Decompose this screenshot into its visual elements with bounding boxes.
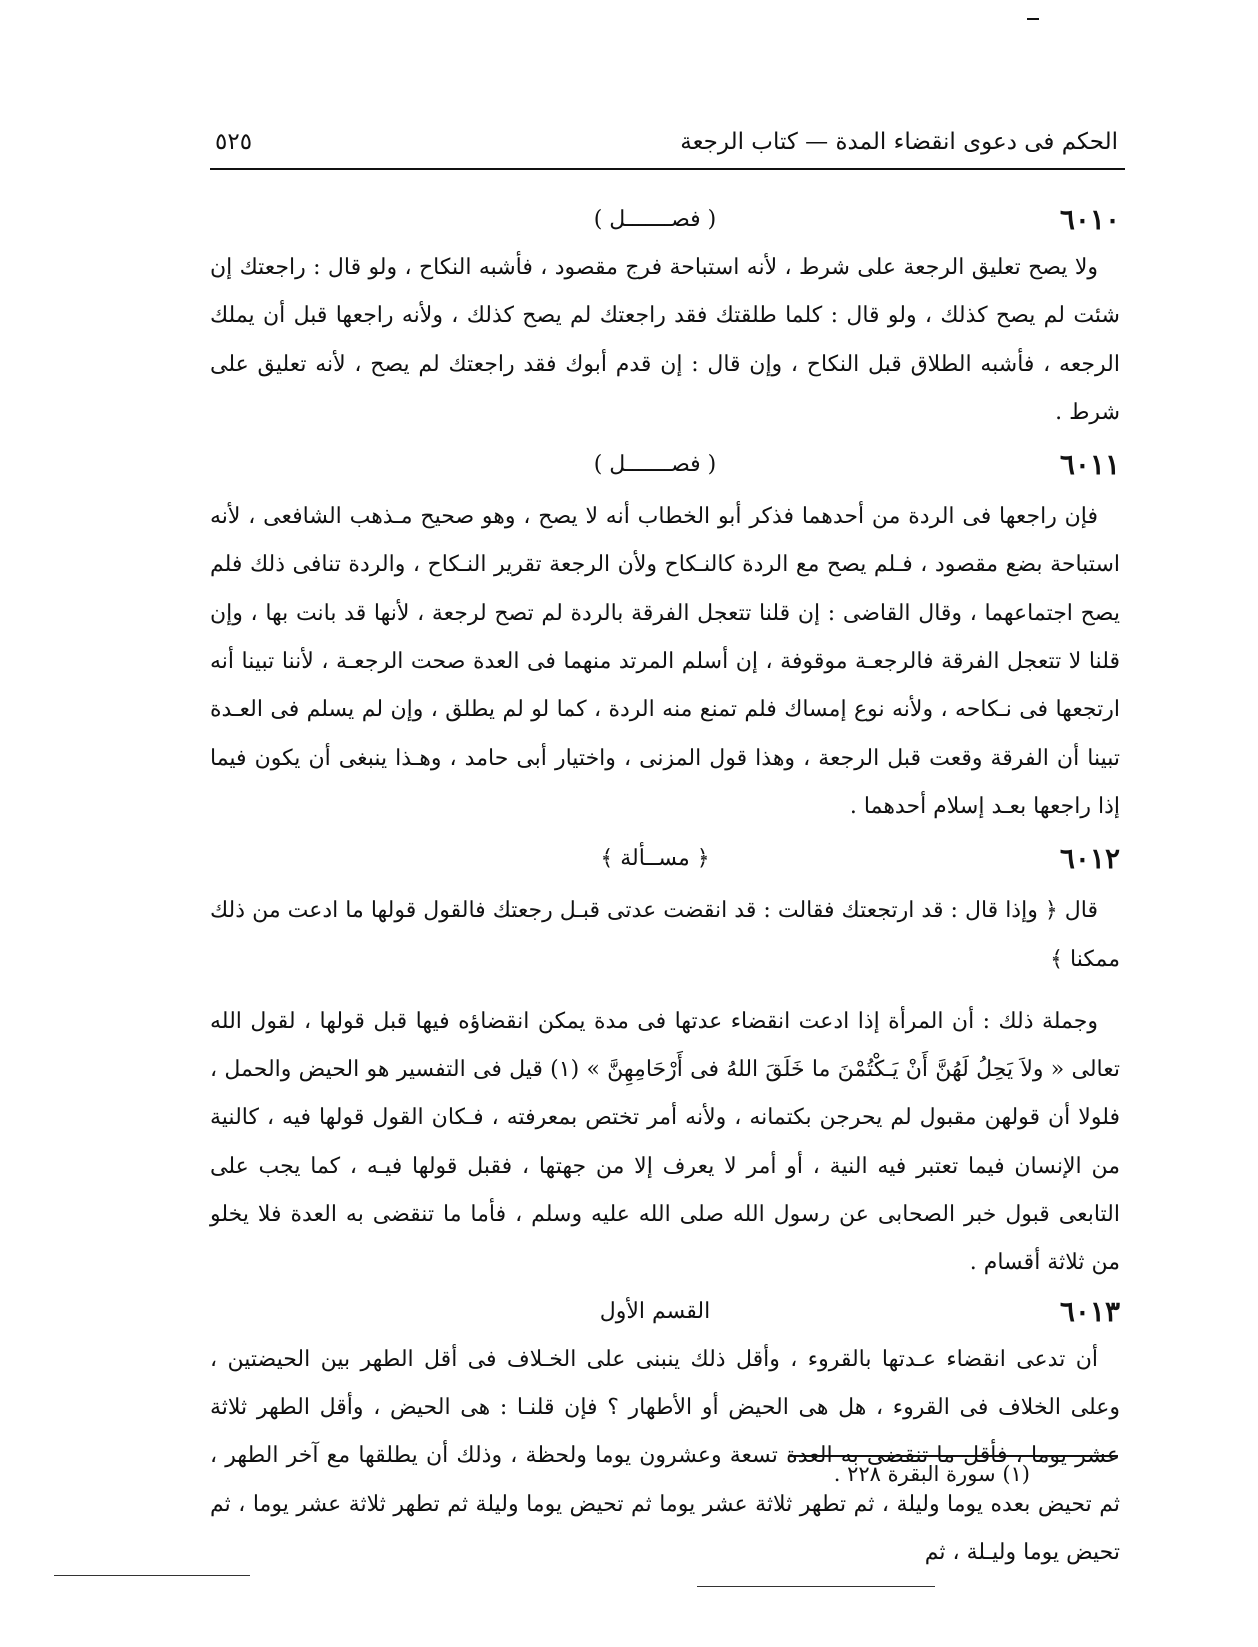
header-rule xyxy=(210,168,1125,170)
section-title: القسم الأول xyxy=(599,1298,711,1324)
scan-artifact-line xyxy=(697,1586,935,1587)
section-number: ٦٠١٢ xyxy=(1059,842,1120,876)
scan-artifact-line xyxy=(54,1575,250,1576)
running-title: الحكم فى دعوى انقضاء المدة — كتاب الرجعة xyxy=(680,129,1118,155)
section-heading xyxy=(210,196,1120,244)
section-number: ٦٠١٠ xyxy=(1059,202,1120,236)
page-number: ٥٢٥ xyxy=(215,129,253,155)
section-title: ( فصـــــــل ) xyxy=(593,206,717,232)
paragraph: ولا يصح تعليق الرجعة على شرط ، لأنه استباحة فرج مقصود ، فأشبه النكاح ، ولو قال : راجعتك إن شئت لم يصح كذلك ، ولو قال : كلما طلقتك فقد راجعتك لم يصح كذلك ، ولأنه راجعها قبل أن يملك الرجعه ، فأشبه الطلاق قبل النكاح ، وإن قال : إن قدم أبوك فقد راجعتك لم يصح ، لأنه تعليق على شرط . xyxy=(210,255,1120,425)
top-mark xyxy=(1027,18,1039,20)
page-header xyxy=(215,118,1118,166)
paragraph: فإن راجعها فى الردة من أحدهما فذكر أبو الخطاب أنه لا يصح ، وهو صحيح مـذهب الشافعى ، لأنه استباحة بضع مقصود ، فـلم يصح مع الردة كالنـكاح ولأن الرجعة تقرير النـكاح ، والردة تنافى ذلك فلم يصح اجتماعهما ، وقال القاضى : إن قلنا تتعجل الفرقة بالردة لم تصح لرجعة ، لأنها قد بانت بها ، وإن قلنا لا تتعجل الفرقة فالرجعـة موقوفة ، إن أسلم المرتد منهما فى العدة صحت الرجعـة ، لأننا تبينا أنه ارتجعها فى نـكاحه ، ولأنه نوع إمساك فلم تمنع منه الردة ، كما لو لم يطلق ، وإن لم يسلم فى العـدة تبينا أن الفرقة وقعت قبل الرجعة ، وهذا قول المزنى ، واختيار أبى حامد ، وهـذا ينبغى أن يكون فيما إذا راجعها بعـد إسلام أحدهما . xyxy=(210,504,1120,819)
paragraph: وجملة ذلك : أن المرأة إذا ادعت انقضاء عدتها فى مدة يمكن انقضاؤه فيها قبل قولها ، لقول الله تعالى « ولاَ يَحِلُ لَهُنَّ أَنْ يَـكْتُمْنَ ما خَلَقَ اللهُ فى أَرْحَامِهِنَّ » (١) قيل فى التفسير هو الحيض والحمل ، فلولا أن قولهن مقبول لم يحرجن بكتمانه ، ولأنه أمر تختص بمعرفته ، فـكان القول قولها فيه ، كالنية من الإنسان فيما تعتبر فيه النية ، أو أمر لا يعرف إلا من جهتها ، فقبل قولها فيـه ، كما يجب على التابعى قبول خبر الصحابى عن رسول الله صلى الله عليه وسلم ، فأما ما تنقضى به العدة فلا يخلو من ثلاثة أقسام . xyxy=(210,1008,1120,1276)
section-title: ( فصـــــــل ) xyxy=(593,452,717,478)
section-heading xyxy=(210,831,1120,887)
section-number: ٦٠١١ xyxy=(1059,448,1120,482)
paragraph: قال ﴿ وإذا قال : قد ارتجعتك فقالت : قد انقضت عدتى قبـل رجعتك فالقول قولها ما ادعت من ذلك ممكنا ﴾ xyxy=(210,898,1120,972)
body-text xyxy=(210,196,1120,1577)
section-title: ﴿ مســألة ﴾ xyxy=(600,846,710,872)
footnote: (١) سورة البقرة ٢٢٨ . xyxy=(833,1462,1030,1486)
section-heading xyxy=(210,1288,1120,1336)
footnote-rule xyxy=(790,1455,1118,1457)
paragraph: أن تدعى انقضاء عـدتها بالقروء ، وأقل ذلك ينبنى على الخـلاف فى أقل الطهر بين الحيضتين ، وعلى الخلاف فى القروء ، هل هى الحيض أو الأطهار ؟ فإن قلنـا : هى الحيض ، وأقل الطهر ثلاثة عشر يوما ، فأقل ما تنقضى به العدة تسعة وعشرون يوما ولحظة ، وذلك أن يطلقها مع آخر الطهر ، ثم تحيض بعده يوما وليلة ، ثم تطهر ثلاثة عشر يوما ثم تحيض يوما وليلة ثم تطهر ثلاثة عشر يوما ، ثم تحيض يوما وليـلة ، ثم xyxy=(210,1346,1120,1565)
section-number: ٦٠١٣ xyxy=(1059,1294,1120,1328)
section-heading xyxy=(210,437,1120,493)
